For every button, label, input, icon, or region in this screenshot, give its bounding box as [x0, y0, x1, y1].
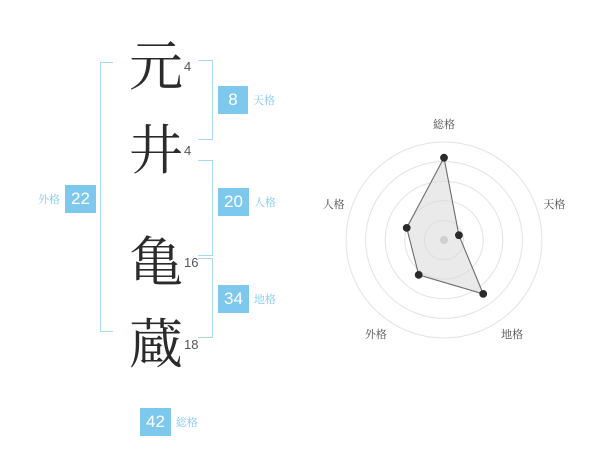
radar-axis-label-0: 総格 — [433, 118, 455, 131]
bracket-gaikaku — [100, 62, 113, 332]
radar-axis-label-4: 人格 — [322, 198, 345, 212]
score-jinkaku-value: 20 — [218, 188, 249, 216]
score-soukaku — [140, 408, 198, 436]
character-glyph-1: 元 — [129, 35, 183, 98]
score-soukaku-label: 総格 — [175, 416, 198, 429]
score-gaikaku-value: 22 — [65, 185, 96, 213]
score-jinkaku-label: 人格 — [253, 196, 276, 209]
stroke-count-3: 16 — [184, 255, 199, 270]
score-chikaku-label: 地格 — [253, 293, 276, 306]
score-gaikaku-label: 外格 — [38, 193, 60, 206]
score-chikaku — [218, 285, 276, 313]
name-character-4 — [126, 313, 199, 376]
score-soukaku-value: 42 — [140, 408, 171, 436]
name-character-2 — [126, 119, 192, 182]
name-stroke-diagram — [0, 0, 300, 470]
radar-chart — [300, 0, 600, 470]
score-gaikaku — [38, 185, 96, 213]
radar-axis-label-3: 外格 — [364, 327, 387, 341]
score-tenkaku — [218, 86, 275, 114]
name-character-3 — [126, 231, 199, 294]
score-tenkaku-value: 8 — [218, 86, 248, 114]
character-glyph-2: 井 — [129, 119, 183, 182]
radar-axis-label-1: 天格 — [543, 198, 566, 212]
radar-axis-label-2: 地格 — [501, 327, 524, 341]
score-chikaku-value: 34 — [218, 285, 249, 313]
radar-chart-svg — [300, 0, 600, 470]
stroke-count-4: 18 — [184, 337, 199, 352]
name-character-1 — [126, 35, 192, 98]
score-tenkaku-label: 天格 — [253, 94, 275, 107]
stroke-count-1: 4 — [184, 59, 192, 74]
character-glyph-4: 蔵 — [129, 313, 183, 376]
character-glyph-3: 亀 — [129, 231, 183, 294]
score-jinkaku — [218, 188, 276, 216]
stroke-count-2: 4 — [184, 143, 192, 158]
